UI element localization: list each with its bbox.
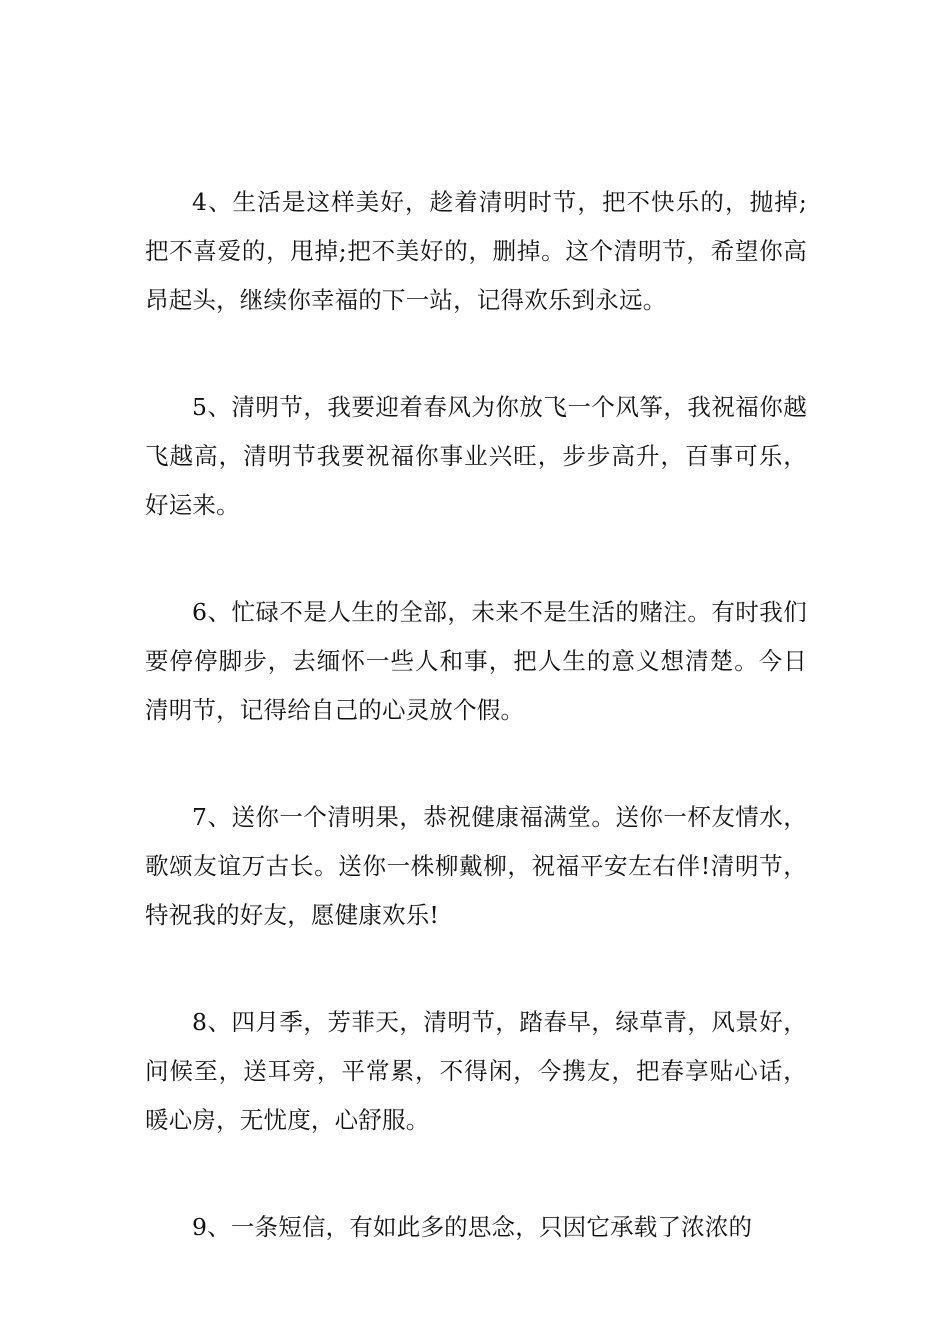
paragraph-7: 7、送你一个清明果，恭祝健康福满堂。送你一杯友情水，歌颂友谊万古长。送你一株柳戴柳，祝福平安左右伴!清明节，特祝我的好友，愿健康欢乐! [145, 803, 807, 929]
document-body [145, 178, 807, 1310]
paragraph-6: 6、忙碌不是人生的全部，未来不是生活的赌注。有时我们要停停脚步，去缅怀一些人和事，把人生的意义想清楚。今日清明节，记得给自己的心灵放个假。 [145, 598, 807, 724]
paragraph-4: 4、生活是这样美好，趁着清明时节，把不快乐的，抛掉;把不喜爱的，甩掉;把不美好的，删掉。这个清明节，希望你高昂起头，继续你幸福的下一站，记得欢乐到永远。 [145, 188, 807, 314]
paragraph-8: 8、四月季，芳菲天，清明节，踏春早，绿草青，风景好，问候至，送耳旁，平常累，不得闲，今携友，把春享贴心话，暖心房，无忧度，心舒服。 [145, 1008, 807, 1134]
paragraph-5: 5、清明节，我要迎着春风为你放飞一个风筝，我祝福你越飞越高，清明节我要祝福你事业兴旺，步步高升，百事可乐，好运来。 [145, 393, 807, 519]
paragraph-9: 9、一条短信，有如此多的思念，只因它承载了浓浓的 [192, 1213, 753, 1241]
